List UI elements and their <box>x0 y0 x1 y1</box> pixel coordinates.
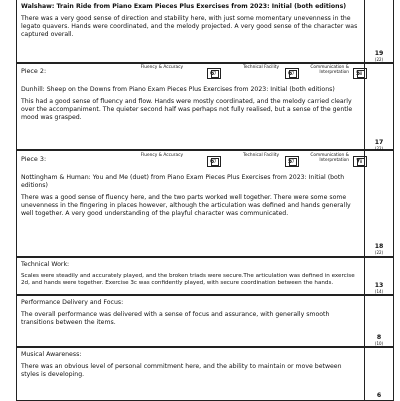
piece-2-comment: This had a good sense of fluency and flow. Hands were mostly coordinated, and the melody carried clearly over the accompaniment. The quieter second half was perhaps not fully realised, but a sense of the gentle mood was grasped. <box>21 98 353 121</box>
performance-title: Performance Delivery and Focus: <box>21 299 124 306</box>
piece-3-fluency-score-box: 6 7 <box>207 156 221 167</box>
piece-3-technical-score-box: 5 7 <box>285 156 299 167</box>
musical-awareness-title: Musical Awareness: <box>21 351 82 358</box>
piece-3-criterion-communication-label: Communication & Interpretation <box>310 153 349 163</box>
piece-2-label: Piece 2: <box>21 67 47 75</box>
piece-3-label: Piece 3: <box>21 155 47 163</box>
piece-3-mark: 18 (22) <box>374 243 384 255</box>
piece-3-criterion-technical-label: Technical Facility <box>243 153 279 158</box>
piece-2-section <box>16 62 394 150</box>
piece-2-title: Dunhill: Sheep on the Downs from Piano Exam Pieces Plus Exercises from 2023: Initial (both editions) <box>21 86 335 93</box>
piece-1-title: Walshaw: Train Ride from Piano Exam Pieces Plus Exercises from 2023: Initial (both editions) <box>21 3 347 10</box>
musical-awareness-comment: There was an obvious level of personal commitment here, and the ability to maintain or move between styles is developing. <box>21 363 342 378</box>
piece-2-criterion-fluency-label: Fluency & Accuracy <box>140 65 183 70</box>
technical-work-comment: Scales were steadily and accurately played, and the broken triads were secure.The articulation was defined in exercise 2d, and hands were together. Exercise 3c was confidently played, with secure coordination between the hands. <box>21 273 355 286</box>
piece-3-section <box>16 150 394 257</box>
technical-work-title: Technical Work: <box>21 261 70 268</box>
performance-comment: The overall performance was delivered with a sense of focus and assurance, with generally smooth transitions between the items. <box>21 311 330 326</box>
musical-awareness-section <box>16 347 394 401</box>
musical-awareness-mark: 6 <box>376 392 382 399</box>
piece-2-criterion-communication-label: Communication & Interpretation <box>310 65 349 75</box>
piece-1-mark: 19 (22) <box>374 50 384 62</box>
technical-work-mark: 13 (14) <box>374 282 384 294</box>
technical-work-section <box>16 257 394 295</box>
piece-2-mark: 17 (22) <box>374 139 384 151</box>
piece-1-section <box>16 0 394 64</box>
piece-2-fluency-score-box: 6 7 <box>207 68 221 79</box>
piece-2-communication-score-box: 5 8 <box>353 68 367 79</box>
piece-2-technical-score-box: 6 7 <box>285 68 299 79</box>
piece-3-comment: There was a good sense of fluency here, and the two parts worked well together. There were some some unevenness in the fingering in places however, although the articulation was defined and hands generally well together. A very good understanding of the playful character was communicated. <box>21 194 351 217</box>
piece-3-title: Nottingham & Human: You and Me (duet) from Piano Exam Pieces Plus Exercises from 2023: Initial (both editions) <box>21 174 345 189</box>
piece-1-comment: There was a very good sense of direction and stability here, with just some momentary unevenness in the legato quavers. Hands were coordinated, and the melody projected. A very good sense of the character was captured overall. <box>21 15 358 38</box>
performance-delivery-section <box>16 295 394 347</box>
piece-3-criterion-fluency-label: Fluency & Accuracy <box>140 153 183 158</box>
piece-2-criterion-technical-label: Technical Facility <box>243 65 279 70</box>
performance-mark: 8 (10) <box>374 334 384 346</box>
piece-3-communication-score-box: 7 8 <box>353 156 367 167</box>
